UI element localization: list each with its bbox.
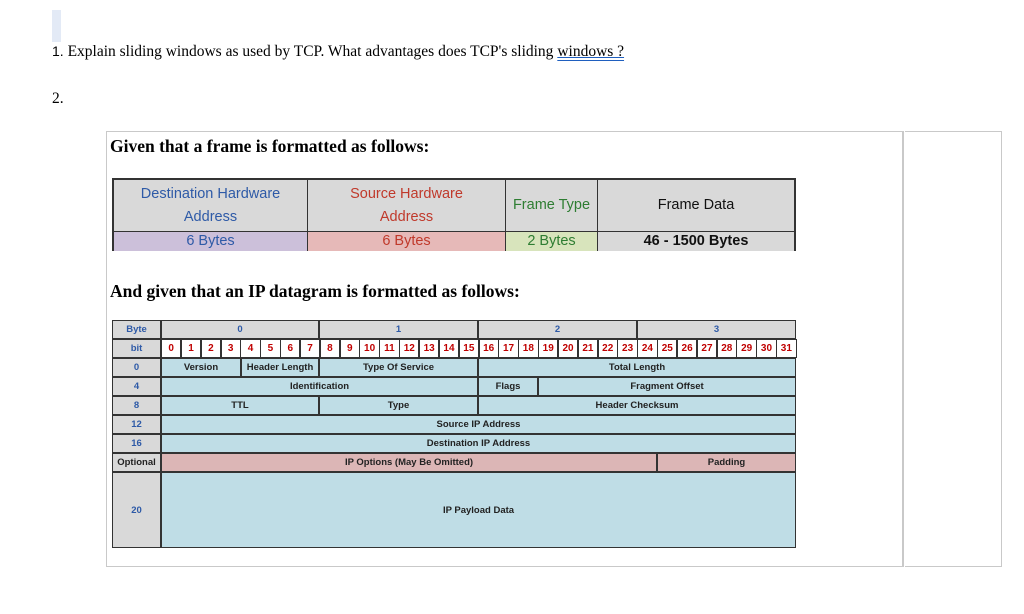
row-label-12: 12 — [112, 415, 161, 434]
field-version: Version — [161, 358, 241, 377]
bit-number: 18 — [518, 339, 538, 358]
question-1 — [52, 43, 624, 61]
bit-number: 5 — [260, 339, 280, 358]
field-identification: Identification — [161, 377, 478, 396]
row-label-8: 8 — [112, 396, 161, 415]
frame-col-destination-hardware-address — [114, 180, 308, 231]
bit-number: 15 — [459, 339, 479, 358]
bit-number: 2 — [201, 339, 221, 358]
field-source-ip-address: Source IP Address — [161, 415, 796, 434]
bit-number: 14 — [439, 339, 459, 358]
question-1-number: 1. — [52, 43, 64, 59]
frame-col-frame-type: Frame Type — [506, 180, 598, 231]
bit-number: 17 — [498, 339, 518, 358]
answer-cell[interactable] — [905, 131, 1002, 567]
question-1-text: Explain sliding windows as used by TCP. What advantages does TCP's sliding — [67, 43, 554, 60]
byte-header-3: 3 — [637, 320, 796, 339]
byte-header-1: 1 — [319, 320, 478, 339]
frame-col-source-hardware-address — [308, 180, 506, 231]
row-label-4: 4 — [112, 377, 161, 396]
bit-number: 31 — [776, 339, 796, 358]
source-hardware-label-2: Address — [379, 208, 434, 225]
field-fragment-offset: Fragment Offset — [538, 377, 796, 396]
field-padding: Padding — [657, 453, 796, 472]
row-label-optional: Optional — [112, 453, 161, 472]
bit-number: 8 — [320, 339, 340, 358]
bit-number: 1 — [181, 339, 201, 358]
bit-number: 28 — [717, 339, 737, 358]
bit-number: 24 — [637, 339, 657, 358]
ip-datagram-table — [112, 320, 796, 548]
field-type-of-service: Type Of Service — [319, 358, 478, 377]
question-2-number: 2. — [52, 90, 64, 107]
field-total-length: Total Length — [478, 358, 796, 377]
bit-number: 11 — [379, 339, 399, 358]
byte-label: Byte — [112, 320, 161, 339]
text-cursor-highlight — [52, 10, 61, 42]
row-label-16: 16 — [112, 434, 161, 453]
bit-number: 26 — [677, 339, 697, 358]
bit-number: 7 — [300, 339, 320, 358]
byte-header-2: 2 — [478, 320, 637, 339]
bit-number: 4 — [240, 339, 260, 358]
bit-number: 16 — [479, 339, 499, 358]
field-header-length: Header Length — [241, 358, 319, 377]
field-ttl: TTL — [161, 396, 319, 415]
row-label-0: 0 — [112, 358, 161, 377]
bit-number: 25 — [657, 339, 677, 358]
bit-number: 9 — [340, 339, 360, 358]
bit-number: 23 — [617, 339, 637, 358]
bit-number: 10 — [359, 339, 379, 358]
row-label-20: 20 — [112, 472, 161, 548]
question-1-underlined-text[interactable]: windows ? — [557, 43, 625, 60]
field-flags: Flags — [478, 377, 538, 396]
bit-number: 30 — [756, 339, 776, 358]
destination-hardware-label-2: Address — [183, 208, 238, 225]
bit-number: 21 — [578, 339, 598, 358]
bit-number: 20 — [558, 339, 578, 358]
bit-number: 29 — [736, 339, 756, 358]
frame-heading: Given that a frame is formatted as follows: — [110, 136, 430, 156]
frame-data-size: 46 - 1500 Bytes — [598, 231, 794, 251]
bit-number: 6 — [280, 339, 300, 358]
bit-number: 22 — [598, 339, 618, 358]
field-ip-options: IP Options (May Be Omitted) — [161, 453, 657, 472]
byte-header-0: 0 — [161, 320, 319, 339]
frame-format-table — [112, 178, 796, 251]
bit-number: 3 — [221, 339, 241, 358]
bit-number: 0 — [161, 339, 181, 358]
field-header-checksum: Header Checksum — [478, 396, 796, 415]
destination-hardware-size: 6 Bytes — [114, 231, 308, 251]
bit-number: 13 — [419, 339, 439, 358]
bit-number: 12 — [399, 339, 419, 358]
bit-label: bit — [112, 339, 161, 358]
bit-number: 19 — [538, 339, 558, 358]
destination-hardware-label-1: Destination Hardware — [140, 186, 281, 203]
field-type: Type — [319, 396, 478, 415]
frame-type-size: 2 Bytes — [506, 231, 598, 251]
source-hardware-size: 6 Bytes — [308, 231, 506, 251]
ip-heading: And given that an IP datagram is formatted as follows: — [110, 281, 520, 301]
field-ip-payload-data: IP Payload Data — [161, 472, 796, 548]
bit-number: 27 — [697, 339, 717, 358]
source-hardware-label-1: Source Hardware — [350, 186, 463, 203]
frame-col-frame-data: Frame Data — [598, 180, 794, 231]
field-destination-ip-address: Destination IP Address — [161, 434, 796, 453]
